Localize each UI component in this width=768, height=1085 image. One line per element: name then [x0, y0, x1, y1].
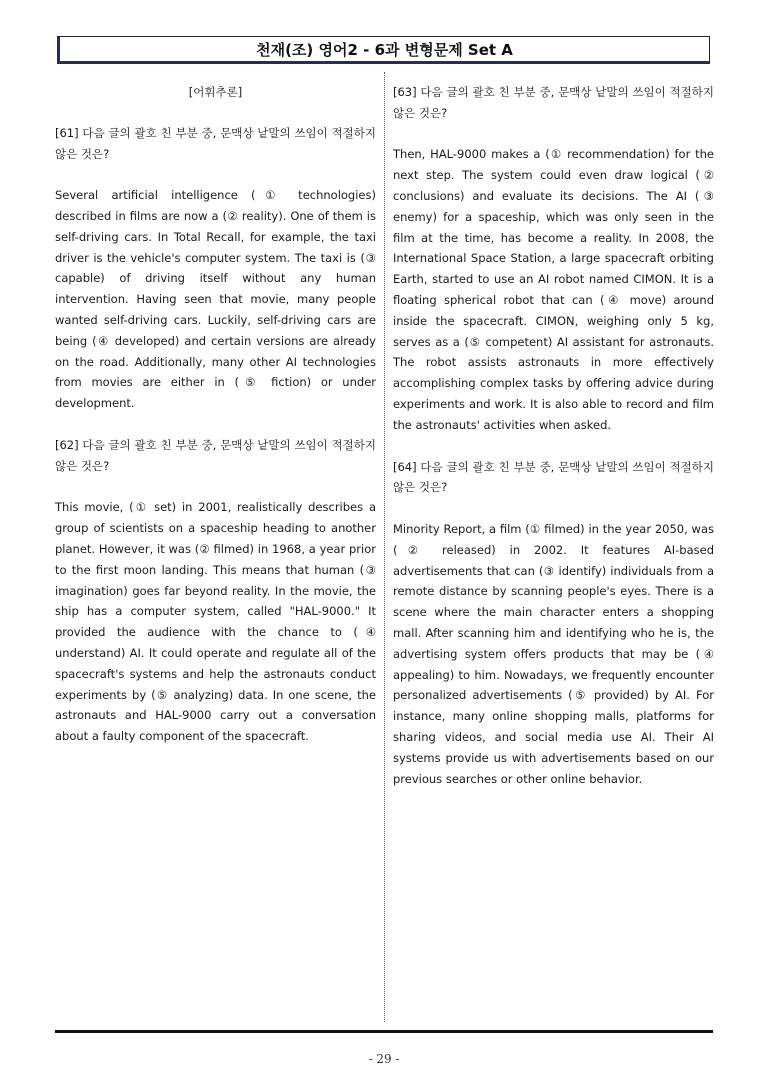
page-header: [57, 36, 710, 64]
footer-rule: [55, 1030, 713, 1033]
question-63-prompt: [63] 다음 글의 괄호 친 부분 중, 문맥상 낱말의 쓰임이 적절하지 않은 것은?: [393, 85, 714, 120]
left-column: [55, 82, 376, 768]
right-column: [393, 82, 714, 810]
question-62-passage: This movie, (① set) in 2001, realistically describes a group of scientists on a spaceship heading to another planet. However, it was (② filmed) in 1968, a year prior to the first moon landing. This means that human (③ imagination) goes far beyond reality. In the movie, the ship has a computer system, called "HAL-9000." It provided the audience with the chance to (④ understand) AI. It could operate and regulate all of the spacecraft's systems and help the astronauts conduct experiments by (⑤ analyzing) data. In one scene, the astronauts and HAL-9000 carry out a conversation about a faulty component of the spacecraft.: [55, 500, 376, 744]
page-title: 천재(조) 영어2 - 6과 변형문제 Set A: [256, 40, 513, 59]
page-number: - 29 -: [368, 1052, 400, 1066]
question-64-prompt: [64] 다음 글의 괄호 친 부분 중, 문맥상 낱말의 쓰임이 적절하지 않은 것은?: [393, 459, 714, 495]
column-divider: [384, 72, 385, 1022]
section-label: [어휘추론]: [188, 85, 243, 99]
question-62-prompt: [62] 다음 글의 괄호 친 부분 중, 문맥상 낱말의 쓰임이 적절하지 않은 것은?: [55, 437, 376, 473]
question-61-prompt: [61] 다음 글의 괄호 친 부분 중, 문맥상 낱말의 쓰임이 적절하지 않은 것은?: [55, 125, 376, 161]
question-61-passage: Several artificial intelligence (① technologies) described in films are now a (② reality). One of them is self-driving cars. In Total Recall, for example, the taxi driver is the vehicle's computer system. The taxi is (③ capable) of driving itself without any human intervention. Having seen that movie, many people wanted self-driving cars. Luckily, self-driving cars are being (④ developed) and certain versions are already on the road. Additionally, many other AI technologies from movies are either in (⑤ fiction) or under development.: [55, 188, 376, 411]
question-64-passage: Minority Report, a film (① filmed) in the year 2050, was (② released) in 2002. It features AI-based advertisements that can (③ identify) individuals from a remote distance by scanning people's eyes. There is a scene where the main character enters a shopping mall. After scanning him and identifying who he is, the advertising system offers products that may be (④ appealing) to him. Nowadays, we frequently encounter personalized advertisements (⑤ provided) by AI. For instance, many online shopping malls, platforms for sharing videos, and social media use AI. Their AI systems provide us with advertisements based on our previous searches or other online behavior.: [393, 521, 714, 786]
question-63-passage: Then, HAL-9000 makes a (① recommendation) for the next step. The system could even draw logical (② conclusions) and evaluate its decisions. The AI (③ enemy) for a spaceship, which was only seen in the film at the time, has become a reality. In 2008, the International Space Station, a large spacecraft orbiting Earth, started to use an AI robot named CIMON. It is a floating spherical robot that can (④ move) around inside the spacecraft. CIMON, weighing only 5 kg, serves as a (⑤ competent) AI assistant for astronauts. The robot assists astronauts in more effectively accomplishing complex tasks by offering advice during experiments and work. It is also able to record and film the astronauts' activities when asked.: [393, 147, 714, 432]
